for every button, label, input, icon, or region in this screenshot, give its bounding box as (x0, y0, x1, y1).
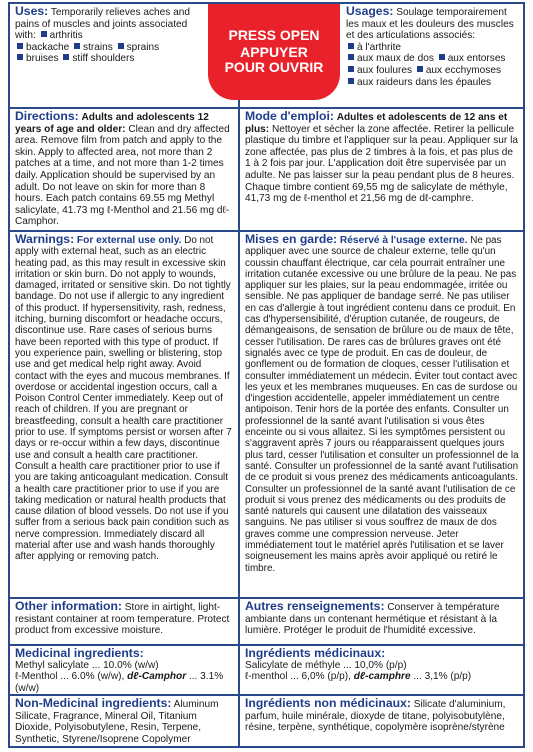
medicinal-line: Methyl salicylate ... 10.0% (w/w) (15, 659, 159, 671)
bullet-square-icon (348, 78, 354, 84)
medicinal-heading: Medicinal ingredients: (15, 646, 144, 660)
warnings-heading: Warnings: (15, 232, 75, 246)
label-panel (8, 2, 525, 748)
uses-item: stiff shoulders (72, 53, 135, 65)
bullet-square-icon (41, 31, 47, 37)
uses-item: arthritis (49, 30, 83, 42)
medicinal-line-fr: Salicylate de méthyle ... 10,0% (p/p) (245, 659, 407, 671)
other-info-section-fr (240, 599, 525, 644)
warnings-section-fr (240, 232, 525, 597)
bullet-square-icon (63, 54, 69, 60)
medicinal-camphor-value: ... 3.1% (w/w) (15, 671, 224, 694)
uses-item-fr: à l'arthrite (357, 41, 402, 53)
uses-item: sprains (126, 41, 160, 53)
uses-item: bruises (26, 53, 59, 65)
uses-text: Temporarily relieves aches and pains of muscles and joints associated with: (15, 7, 190, 42)
uses-heading: Uses: (15, 4, 49, 18)
warnings-subheading: For external use only. (76, 235, 182, 246)
medicinal-camphor-name: dℓ-Camphor (127, 671, 187, 683)
medicinal-line: ℓ-Menthol ... 6.0% (w/w), (15, 671, 125, 683)
warnings-section-en (10, 232, 238, 597)
uses-item: strains (83, 41, 113, 53)
uses-item-fr: aux foulures (357, 64, 412, 76)
directions-section-fr (240, 109, 525, 230)
medicinal-camphor-name-fr: dℓ-camphre (353, 671, 411, 683)
uses-text-fr: Soulage temporairement les maux et les douleurs des muscles et des articulations associés: (346, 7, 514, 42)
directions-text: Clean and dry affected area. Remove film from patch and apply to the skin. Apply to affected area, not more than 2 patches at a time, and not more than 1-2 times daily. Application should be supervised by an adult. Do not leave on skin for more than 8 hours. Each patch contains 69.55 mg Methyl salicylate, 41.73 mg ℓ-Menthol and 21.56 mg dℓ-Camphor. (15, 123, 230, 228)
other-info-heading-fr: Autres renseignements: (245, 599, 385, 613)
medicinal-heading-fr: Ingrédients médicinaux: (245, 646, 386, 660)
nonmedicinal-heading-fr: Ingrédients non médicinaux: (245, 696, 411, 710)
bullet-square-icon (348, 66, 354, 72)
warnings-text-fr: Ne pas appliquer avec une source de chaleur externe, telle qu'un coussin chauffant électrique, car cela pourrait entraîner une irritation cutanée excessive ou une brûlure de la peau. Ne pas appliquer sur les plaies, sur la peau endommagée, irritée ou sensible. Ne pas appliquer de bandage serré. Ne pas utiliser en cas d'allergie à tout ingrédient contenu dans ce produit. En cas d'hypersensibilité, d'éruption cutanée, de rougeurs, de démangeaisons, de sensation de brûlure ou de maux de tête, cesser l'utilisation. De rares cas de brûlures graves ont été signalés avec ce type de produit. En cas de douleur, de gonflement ou de formation de cloques, cesser l'utilisation et consulter immédiatement un médecin. Éviter tout contact avec les yeux et les membranes muqueuses. En cas de surdose ou d'ingestion accidentelle, appeler immédiatement un centre antipoison. Tenir hors de la portée des enfants. Consulter un professionnel de la santé avant l'utilisation si vous êtes enceinte ou si vous allaitez. Si les symptômes persistent ou s'aggravent après 7 jours ou réapparaissent quelques jours plus tard, cesser l'utilisation et consulter un professionnel de la santé. Consulter un professionnel de la santé avant l'utilisation de ce produit si vous prenez des médicaments anticoagulants. Consulter un professionnel de la santé avant l'utilisation de ce produit si vous prenez des médicaments ou des produits de santé naturels qui causent une dilatation des vaisseaux sanguins. Ne pas utiliser si vous souffrez de maux de dos graves comme une compression nerveuse. Jeter immédiatement tout le matériel après l'utilisation et se laver soigneusement les mains après avoir appliqué ou retiré le timbre. (245, 235, 519, 574)
nonmedicinal-text-fr: Silicate d'aluminium, parfum, huile minérale, dioxyde de titane, polyisobutylène, résine, terpène, synthétique, copolymère isoprène/styrène (245, 699, 506, 734)
warnings-heading-fr: Mises en garde: (245, 232, 338, 246)
uses-section-fr (340, 4, 525, 107)
nonmedicinal-text: Aluminum Silicate, Fragrance, Mineral Oil, Titanium Dioxide, Polyisobutylene, Resin, Terpene, Synthetic, Styrene/Isoprene Copolymer (15, 699, 219, 745)
nonmedicinal-section-fr (240, 696, 525, 746)
other-info-section-en (10, 599, 238, 644)
uses-section-en (10, 4, 208, 107)
bullet-square-icon (439, 54, 445, 60)
directions-section-en (10, 109, 238, 230)
medicinal-line-fr: ℓ-menthol ... 6,0% (p/p), (245, 671, 351, 683)
bullet-square-icon (417, 66, 423, 72)
warnings-subheading-fr: Réservé à l'usage externe. (339, 235, 468, 246)
other-info-text: Store in airtight, light-resistant container at room temperature. Protect product from excessive moisture. (15, 602, 230, 637)
directions-subheading-fr: Adultes et adolescents de 12 ans et plus: (245, 112, 508, 135)
bullet-square-icon (348, 54, 354, 60)
medicinal-camphor-value-fr: ... 3,1% (p/p) (413, 671, 472, 683)
bullet-square-icon (74, 43, 80, 49)
other-info-heading: Other information: (15, 599, 122, 613)
warnings-text: Do not apply with external heat, such as an electric heating pad, as this may result in excessive skin irritation or skin burn. Do not apply to wounds, damaged, irritated or sensitive skin. Do not tightly bandage. Do not use if allergic to any ingredient of this product. If hypersensitivity, rash, redness, itching, burning discomfort or headache occurs, discontinue use. Rare cases of serious burns have been reported with this type of product. If you experience pain, swelling or blistering, stop use and get medical help right away. Avoid contact with the eyes and mucous membranes. If overdose or accidental ingestion occurs, call a Poison Control Center immediately. Keep out of reach of children. If you are pregnant or breastfeeding, consult a health care practitioner prior to use. If symptoms persist or worsen after 7 days or re-occur within a few days, discontinue use and consult a health care practitioner. Consult a health care practitioner prior to use if you are taking anticoagulant medication. Consult a health care practitioner prior to use if you are taking medication or natural health products that cause dilation of blood vessels. Do not use if you suffer from a serious back pain condition such as nerve compression. Immediately discard all material after use and wash hands thoroughly after applying or removing patch. (15, 235, 232, 563)
press-open-tab[interactable] (208, 4, 340, 100)
uses-item: backache (26, 41, 70, 53)
press-open-label: PRESS OPEN (228, 27, 320, 43)
uses-item-fr: aux raideurs dans les épaules (357, 76, 492, 88)
directions-subheading: Adults and adolescents 12 years of age and older: (15, 112, 209, 135)
medicinal-section-fr (240, 646, 525, 694)
directions-text-fr: Nettoyer et sécher la zone affectée. Retirer la pellicule plastique du timbre et l'appliquer sur la peau. Appliquer sur la zone affectée, pas plus de 2 timbres à la fois, et pas plus de 1 à 2 fois par jour. L'application doit être supervisée par un adulte. Ne pas laisser sur la peau pendant plus de 8 heures. Chaque timbre contient 69,55 mg de salicylate de méthyle, 41,73 mg de ℓ-menthol et 21,56 mg de dℓ-camphre. (245, 123, 518, 205)
medicinal-section-en (10, 646, 238, 694)
other-info-text-fr: Conserver à température ambiante dans un contenant hermétique et résistant à la lumière. Protéger le produit de l'humidité excessive. (245, 602, 500, 637)
bullet-square-icon (17, 43, 23, 49)
bullet-square-icon (348, 43, 354, 49)
uses-item-fr: aux ecchymoses (425, 64, 501, 76)
directions-heading-fr: Mode d'emploi: (245, 109, 334, 123)
uses-item-fr: aux maux de dos (357, 53, 434, 65)
nonmedicinal-heading: Non-Medicinal ingredients: (15, 696, 172, 710)
bullet-square-icon (118, 43, 124, 49)
bullet-square-icon (17, 54, 23, 60)
nonmedicinal-section-en (10, 696, 238, 746)
directions-heading: Directions: (15, 109, 79, 123)
uses-heading-fr: Usages: (346, 4, 394, 18)
uses-item-fr: aux entorses (447, 53, 506, 65)
press-open-label-fr: POUR OUVRIR (224, 59, 324, 75)
press-open-label-fr: APPUYER (240, 44, 308, 60)
